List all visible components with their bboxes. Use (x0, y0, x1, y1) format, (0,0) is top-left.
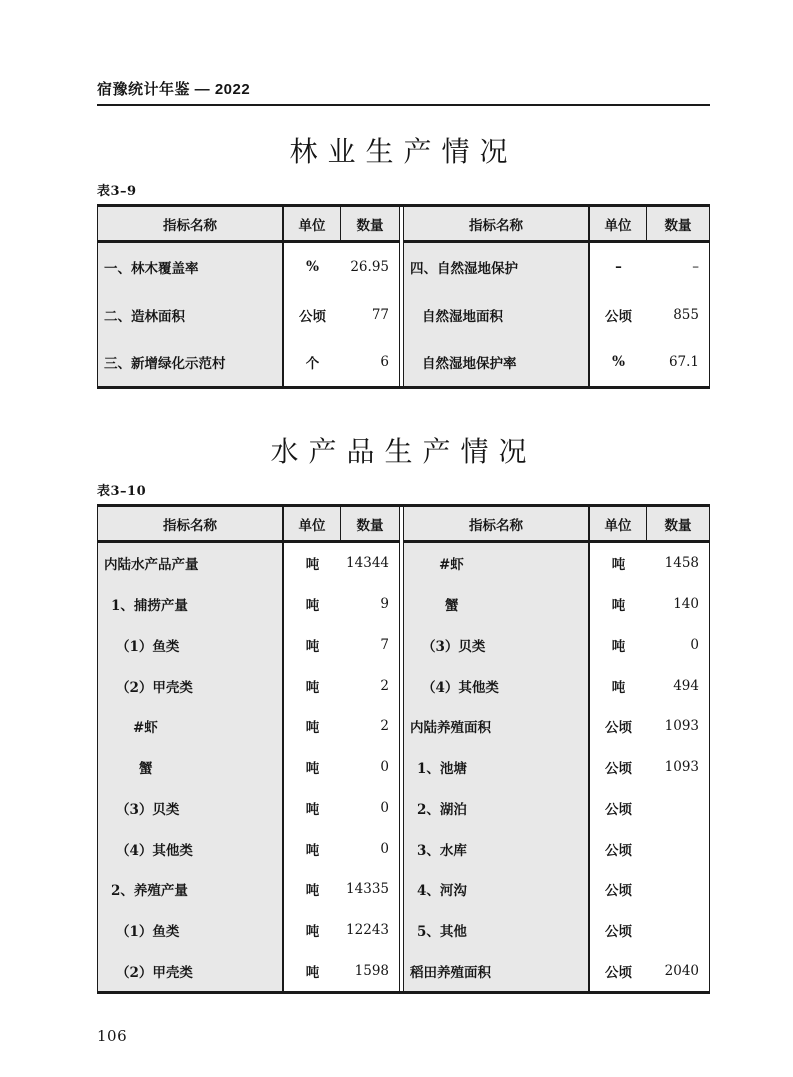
forestry-table-right-pane (403, 207, 710, 386)
aquatic-table-right-pane (403, 507, 710, 991)
value-cell: 12243 (346, 921, 389, 938)
indicator-name: 3、水库 (417, 842, 467, 859)
indicator-name-cell (98, 243, 284, 291)
unit-cell: 公顷 (605, 883, 632, 900)
table-row (404, 624, 709, 665)
indicator-name: （2）甲壳类 (116, 964, 193, 981)
unit-cell: 吨 (305, 557, 320, 574)
indicator-name: 一、林木覆盖率 (104, 260, 199, 277)
forestry-right-body (404, 243, 709, 386)
indicator-name-cell (404, 584, 590, 625)
unit-cell: 公顷 (299, 308, 326, 325)
value-cell: 0 (380, 799, 389, 816)
aquatic-right-body (404, 543, 709, 991)
table-row (98, 869, 399, 910)
unit-cell: 吨 (305, 883, 320, 900)
indicator-name-cell (404, 543, 590, 584)
unit-cell: % (612, 354, 625, 371)
forestry-left-header-row (98, 207, 399, 243)
indicator-name: （1）鱼类 (116, 923, 180, 940)
indicator-name-cell (98, 910, 284, 951)
value-cell: 67.1 (668, 354, 699, 371)
indicator-name-cell (98, 747, 284, 788)
table-row (404, 747, 709, 788)
forestry-table (97, 204, 710, 389)
value-cell: 494 (673, 677, 699, 694)
indicator-name-cell (98, 624, 284, 665)
unit-cell: 吨 (611, 638, 626, 655)
indicator-name: #虾 (439, 557, 464, 574)
value-cell: 2 (380, 677, 389, 694)
column-header-quantity: 数量 (356, 517, 384, 534)
column-header-quantity: 数量 (664, 217, 692, 234)
value-cell: 14335 (346, 881, 389, 898)
table-row (98, 624, 399, 665)
column-header-unit: 单位 (590, 207, 647, 240)
aquatic-table (97, 504, 710, 994)
value-cell: 14344 (346, 555, 389, 572)
indicator-name: 内陆水产品产量 (104, 557, 199, 574)
indicator-name: 四、自然湿地保护 (410, 260, 518, 277)
indicator-name: 蟹 (445, 598, 459, 615)
forestry-title: 林业生产情况 (289, 135, 518, 168)
column-header-unit: 单位 (284, 207, 341, 240)
table-row (98, 950, 399, 991)
indicator-name: 三、新增绿化示范村 (104, 356, 226, 373)
value-cell: 1093 (664, 759, 699, 776)
table-row (404, 338, 709, 386)
indicator-name-cell (98, 291, 284, 339)
unit-cell: 吨 (305, 720, 320, 737)
column-header-indicator: 指标名称 (404, 207, 590, 240)
table-row (98, 828, 399, 869)
aquatic-title: 水产品生产情况 (270, 435, 537, 468)
indicator-name-cell (404, 828, 590, 869)
unit-cell: 公顷 (605, 964, 632, 981)
table-row (98, 665, 399, 706)
indicator-name-cell (98, 869, 284, 910)
value-cell: 77 (371, 306, 389, 323)
indicator-name-cell (404, 665, 590, 706)
indicator-name-cell (404, 243, 590, 291)
column-header-indicator: 指标名称 (98, 507, 284, 540)
indicator-name: 2、湖泊 (417, 801, 467, 818)
table-row (98, 747, 399, 788)
unit-cell: 公顷 (605, 308, 632, 325)
value-cell: 0 (380, 759, 389, 776)
table-row (404, 665, 709, 706)
indicator-name-cell (404, 950, 590, 991)
indicator-name: #虾 (133, 720, 158, 737)
indicator-name: 1、捕捞产量 (111, 598, 188, 615)
indicator-name: 自然湿地面积 (422, 308, 503, 325)
unit-cell: 吨 (611, 679, 626, 696)
unit-cell: 公顷 (605, 761, 632, 778)
table-row (98, 910, 399, 951)
forestry-table-label: 表3–9 (97, 184, 137, 199)
value-cell (647, 910, 709, 951)
table-row (404, 828, 709, 869)
running-head-title: 宿豫统计年鉴 — 2022 (97, 81, 251, 98)
indicator-name: 二、造林面积 (104, 308, 185, 325)
table-row (404, 950, 709, 991)
column-header-indicator: 指标名称 (98, 207, 284, 240)
unit-cell: 吨 (611, 598, 626, 615)
value-cell: 1458 (664, 555, 699, 572)
indicator-name-cell (404, 338, 590, 386)
column-header-indicator: 指标名称 (404, 507, 590, 540)
page-number: 106 (97, 1027, 128, 1045)
indicator-name-cell (404, 291, 590, 339)
aquatic-right-header-row (404, 507, 709, 543)
table-row (404, 243, 709, 291)
table-row (404, 787, 709, 828)
indicator-name-cell (98, 584, 284, 625)
value-cell: 26.95 (350, 258, 389, 275)
indicator-name: 2、养殖产量 (111, 883, 188, 900)
forestry-right-header-row (404, 207, 709, 243)
table-row (404, 291, 709, 339)
indicator-name: （4）其他类 (116, 842, 193, 859)
aquatic-table-label: 表3–10 (97, 484, 147, 499)
unit-cell: – (615, 258, 622, 275)
table-row (404, 543, 709, 584)
column-header-unit: 单位 (284, 507, 341, 540)
indicator-name-cell (404, 787, 590, 828)
unit-cell: 吨 (305, 638, 320, 655)
indicator-name-cell (98, 706, 284, 747)
unit-cell: 吨 (305, 801, 320, 818)
unit-cell: 吨 (305, 761, 320, 778)
indicator-name: 5、其他 (417, 923, 467, 940)
value-cell: 0 (380, 840, 389, 857)
indicator-name: （2）甲壳类 (116, 679, 193, 696)
table-row (404, 910, 709, 951)
forestry-table-left-pane (97, 207, 400, 386)
table-row (404, 706, 709, 747)
column-header-quantity: 数量 (664, 517, 692, 534)
unit-cell: 吨 (305, 598, 320, 615)
value-cell: 2 (380, 718, 389, 735)
indicator-name-cell (98, 950, 284, 991)
value-cell: 6 (380, 354, 389, 371)
unit-cell: 公顷 (605, 842, 632, 859)
value-cell: 9 (380, 596, 389, 613)
table-row (98, 338, 399, 386)
indicator-name-cell (404, 910, 590, 951)
running-head (97, 78, 710, 106)
indicator-name: （3）贝类 (116, 801, 180, 818)
indicator-name-cell (98, 543, 284, 584)
value-cell (647, 869, 709, 910)
forestry-left-body (98, 243, 399, 386)
table-row (404, 584, 709, 625)
column-header-quantity: 数量 (356, 217, 384, 234)
unit-cell: 公顷 (605, 720, 632, 737)
table-row (404, 869, 709, 910)
indicator-name-cell (404, 869, 590, 910)
table-row (98, 543, 399, 584)
value-cell: – (692, 258, 699, 275)
indicator-name: 4、河沟 (417, 883, 467, 900)
aquatic-table-left-pane (97, 507, 400, 991)
unit-cell: 个 (305, 356, 320, 373)
indicator-name: 内陆养殖面积 (410, 720, 491, 737)
indicator-name-cell (404, 706, 590, 747)
table-row (98, 787, 399, 828)
unit-cell: 吨 (305, 923, 320, 940)
unit-cell: 公顷 (605, 923, 632, 940)
indicator-name: 蟹 (139, 761, 153, 778)
indicator-name-cell (98, 787, 284, 828)
value-cell: 7 (380, 636, 389, 653)
aquatic-left-header-row (98, 507, 399, 543)
value-cell: 140 (673, 596, 699, 613)
indicator-name-cell (98, 665, 284, 706)
indicator-name: （4）其他类 (422, 679, 499, 696)
table-row (98, 706, 399, 747)
indicator-name: 1、池塘 (417, 761, 467, 778)
aquatic-left-body (98, 543, 399, 991)
value-cell (647, 828, 709, 869)
value-cell: 1093 (664, 718, 699, 735)
value-cell: 0 (690, 636, 699, 653)
indicator-name-cell (98, 338, 284, 386)
unit-cell: % (306, 258, 319, 275)
unit-cell: 吨 (305, 964, 320, 981)
indicator-name: （1）鱼类 (116, 638, 180, 655)
unit-cell: 吨 (305, 679, 320, 696)
column-header-unit: 单位 (590, 507, 647, 540)
indicator-name: 稻田养殖面积 (410, 964, 491, 981)
value-cell (647, 787, 709, 828)
table-row (98, 584, 399, 625)
indicator-name: 自然湿地保护率 (422, 356, 517, 373)
value-cell: 2040 (664, 962, 699, 979)
unit-cell: 吨 (305, 842, 320, 859)
indicator-name-cell (404, 747, 590, 788)
unit-cell: 吨 (611, 557, 626, 574)
table-row (98, 243, 399, 291)
indicator-name-cell (98, 828, 284, 869)
indicator-name: （3）贝类 (422, 638, 486, 655)
value-cell: 855 (673, 306, 699, 323)
table-row (98, 291, 399, 339)
page-content (97, 0, 710, 1045)
value-cell: 1598 (354, 962, 389, 979)
indicator-name-cell (404, 624, 590, 665)
unit-cell: 公顷 (605, 801, 632, 818)
